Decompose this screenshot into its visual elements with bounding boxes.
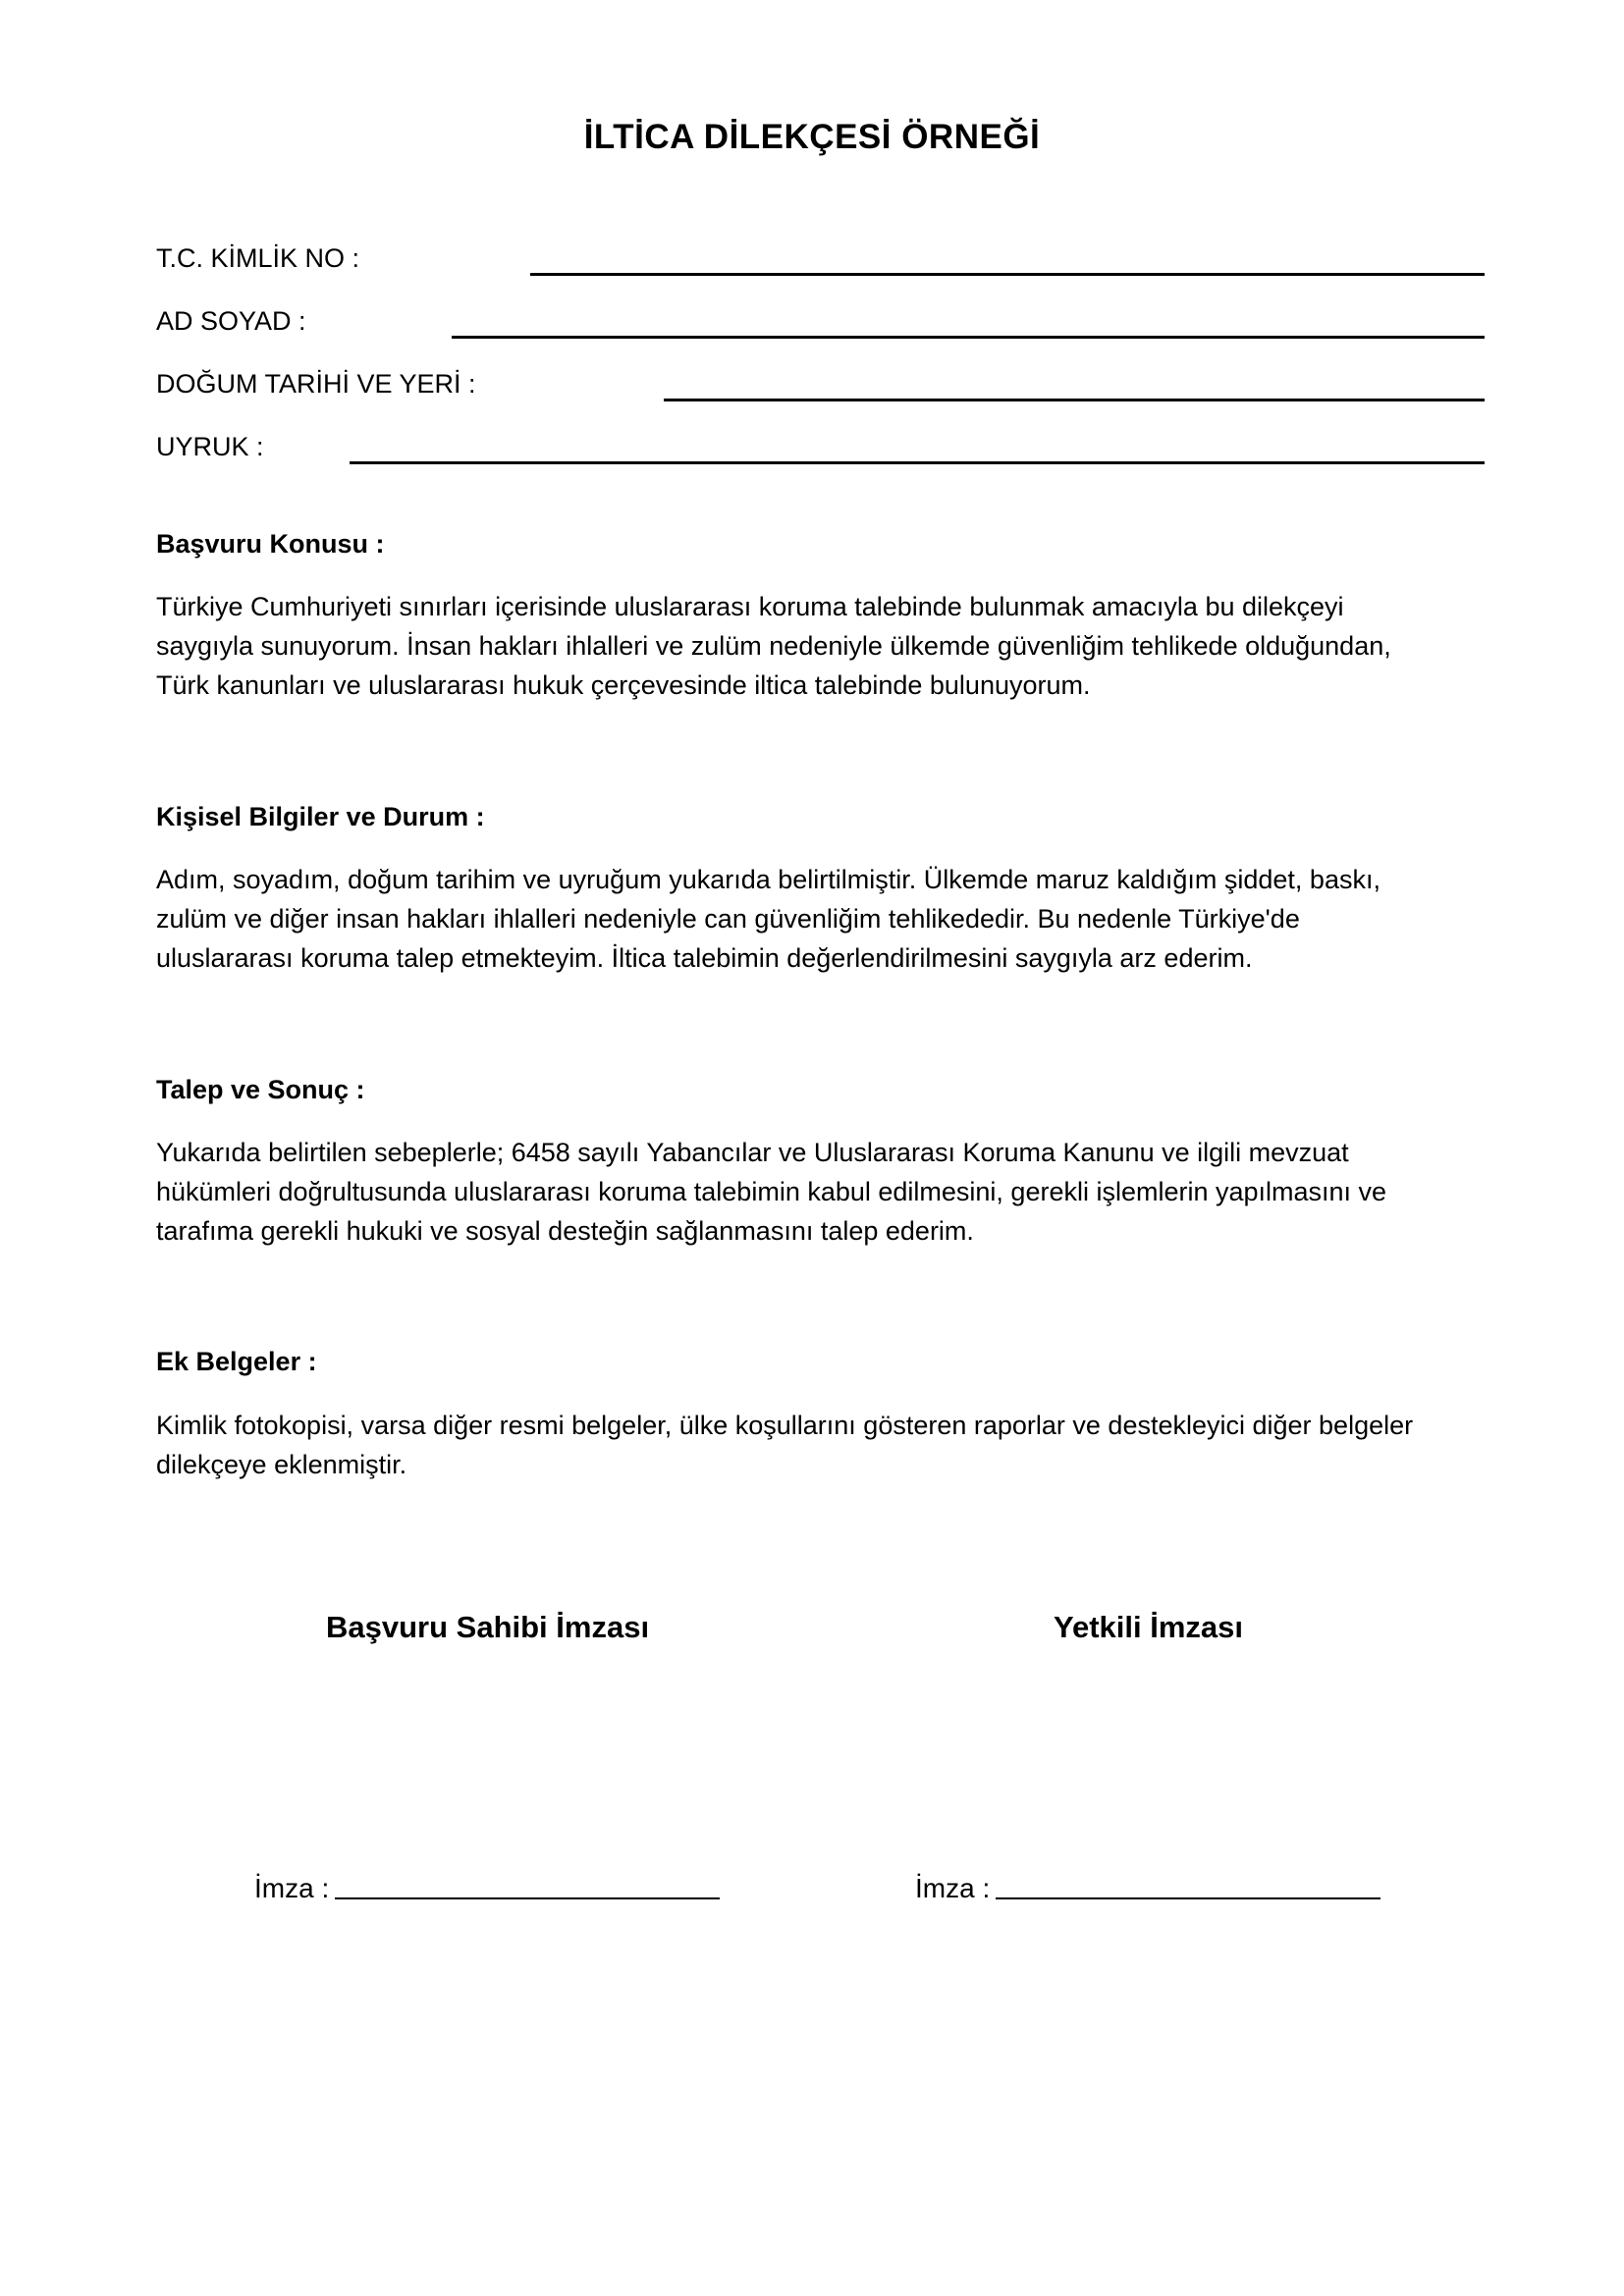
body-line: hükümleri doğrultusunda uluslararası koruma talebimin kabul edilmesini, gerekli işlemlerin yapılmasını ve [156,1177,1387,1206]
section-body-talep-ve-sonuc [156,1133,1491,1251]
body-line: Adım, soyadım, doğum tarihim ve uyruğum yukarıda belirtilmiştir. Ülkemde maruz kaldığım şiddet, baskı, [156,865,1380,894]
field-label: DOĞUM TARİHİ VE YERİ : [156,369,476,399]
field-uyruk [156,432,1485,471]
fill-in-line [664,399,1485,401]
body-line: Yukarıda belirtilen sebeplerle; 6458 sayılı Yabancılar ve Uluslararası Koruma Kanunu ve ilgili mevzuat [156,1138,1349,1167]
section-body-basvuru-konusu [156,587,1491,705]
section-heading-kisisel-bilgiler: Kişisel Bilgiler ve Durum : [156,802,485,831]
section-heading-ek-belgeler: Ek Belgeler : [156,1347,317,1376]
signature-heading-official: Yetkili İmzası [1054,1610,1243,1644]
fill-in-line [530,273,1485,276]
signature-label: İmza : [915,1873,991,1903]
field-label: AD SOYAD : [156,306,306,336]
section-heading-basvuru-konusu: Başvuru Konusu : [156,529,385,559]
section-body-ek-belgeler [156,1406,1491,1484]
signature-fill-line [335,1897,720,1899]
body-line: Kimlik fotokopisi, varsa diğer resmi belgeler, ülke koşullarını gösteren raporlar ve destekleyici diğer belgeler [156,1411,1414,1440]
signature-line-applicant [254,1873,720,1904]
signature-heading-applicant: Başvuru Sahibi İmzası [326,1610,650,1644]
signature-fill-line [996,1897,1380,1899]
field-label: T.C. KİMLİK NO : [156,243,360,273]
field-ad-soyad [156,306,1485,346]
body-line: dilekçeye eklenmiştir. [156,1450,407,1479]
field-dogum-tarihi-ve-yeri [156,369,1485,408]
body-line: Türkiye Cumhuriyeti sınırları içerisinde uluslararası koruma talebinde bulunmak amacıyla bu dilekçeyi [156,592,1344,621]
body-line: tarafıma gerekli hukuki ve sosyal desteğin sağlanmasını talep ederim. [156,1216,974,1246]
fill-in-line [452,336,1485,339]
fill-in-line [350,461,1485,464]
signature-label: İmza : [254,1873,330,1903]
document-title: İLTİCA DİLEKÇESİ ÖRNEĞİ [583,118,1041,156]
body-line: zulüm ve diğer insan hakları ihlalleri nedeniyle can güvenliğim tehlikededir. Bu nedenle Türkiye'de [156,904,1300,934]
field-label: UYRUK : [156,432,264,461]
section-body-kisisel-bilgiler [156,860,1491,978]
signature-line-official [915,1873,1380,1904]
section-heading-talep-ve-sonuc: Talep ve Sonuç : [156,1075,365,1104]
body-line: Türk kanunları ve uluslararası hukuk çerçevesinde iltica talebinde bulunuyorum. [156,670,1091,700]
body-line: saygıyla sunuyorum. İnsan hakları ihlalleri ve zulüm nedeniyle ülkemde güvenliğim tehlikede olduğundan, [156,631,1391,661]
body-line: uluslararası koruma talep etmekteyim. İltica talebimin değerlendirilmesini saygıyla arz ederim. [156,943,1253,973]
field-tc-kimlik-no [156,243,1485,283]
